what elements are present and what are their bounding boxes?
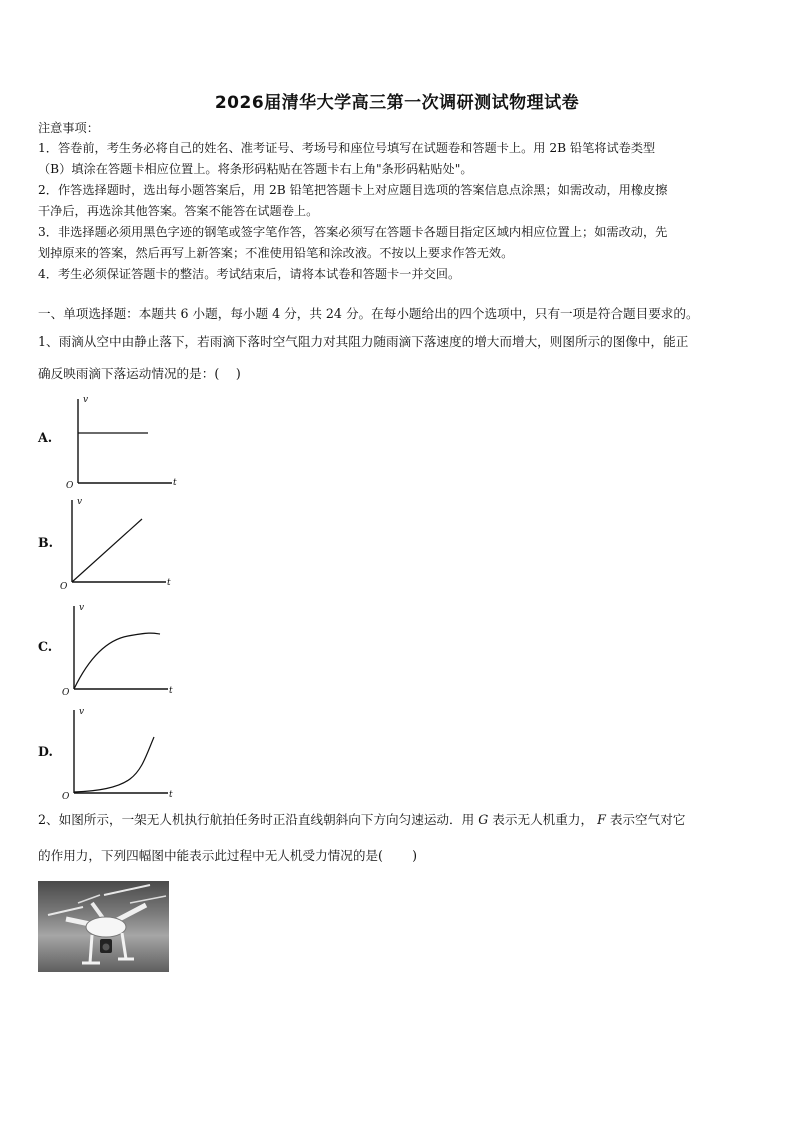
velocity-curve [74,633,160,689]
note-line: 2．作答选择题时，选出每小题答案后，用 2B 铅笔把答题卡上对应题目选项的答案信息点涂黑；如需改动，用橡皮擦 [38,183,668,197]
axis-label-t: t [173,478,177,488]
question-2-text: 的作用力，下列四幅图中能表示此过程中无人机受力情况的是( ) [38,848,418,863]
axis-label-t: t [169,686,173,696]
option-a-graph [60,393,185,489]
option-a-label: A. [38,430,53,445]
notes-heading: 注意事项： [38,121,99,135]
note-line: 3．非选择题必须用黑色字迹的钢笔或签字笔作答，答案必须写在答题卡各题目指定区域内相应位置上；如需改动，先 [38,225,668,239]
option-b-graph [56,496,181,592]
note-line: 1．答卷前，考生务必将自己的姓名、准考证号、考场号和座位号填写在试题卷和答题卡上。用 2B 铅笔将试卷类型 [38,141,656,155]
exam-title: 2026届清华大学高三第一次调研测试物理试卷 [214,93,580,113]
option-d-graph [58,704,183,800]
option-c-graph [58,600,183,696]
origin-label: O [66,481,74,491]
option-c-label: C. [38,639,53,654]
option-b-label: B. [38,535,54,550]
velocity-curve [72,519,142,582]
drone-photo [38,881,169,972]
axis-label-t: t [167,578,171,588]
origin-label: O [60,582,68,592]
origin-label: O [62,792,70,802]
axis-label-v: v [79,707,85,717]
velocity-curve [74,737,154,792]
question-1-text: 确反映雨滴下落运动情况的是：( ) [38,366,241,381]
note-line: 干净后，再选涂其他答案。答案不能答在试题卷上。 [38,204,319,218]
axis-label-t: t [169,790,173,800]
question-2-text: 2、如图所示，一架无人机执行航拍任务时正沿直线朝斜向下方向匀速运动．用 G 表示无人机重力， F 表示空气对它 [38,812,686,827]
axis-label-v: v [79,603,85,613]
note-line: 划掉原来的答案，然后再写上新答案；不准使用铅笔和涂改液。不按以上要求作答无效。 [38,246,514,260]
option-d-label: D. [38,744,53,759]
note-line: 4．考生必须保证答题卡的整洁。考试结束后，请将本试卷和答题卡一并交回。 [38,267,461,281]
note-line: （B）填涂在答题卡相应位置上。将条形码粘贴在答题卡右上角"条形码粘贴处"。 [38,162,473,176]
drone-icon [38,881,169,972]
axis-label-v: v [77,497,83,507]
question-1-text: 1、雨滴从空中由静止落下，若雨滴下落时空气阻力对其阻力随雨滴下落速度的增大而增大，则图所示的图像中，能正 [38,334,689,349]
axis-label-v: v [83,395,89,405]
section-header: 一、单项选择题：本题共 6 小题，每小题 4 分，共 24 分。在每小题给出的四个选项中，只有一项是符合题目要求的。 [38,306,699,321]
origin-label: O [62,688,70,698]
